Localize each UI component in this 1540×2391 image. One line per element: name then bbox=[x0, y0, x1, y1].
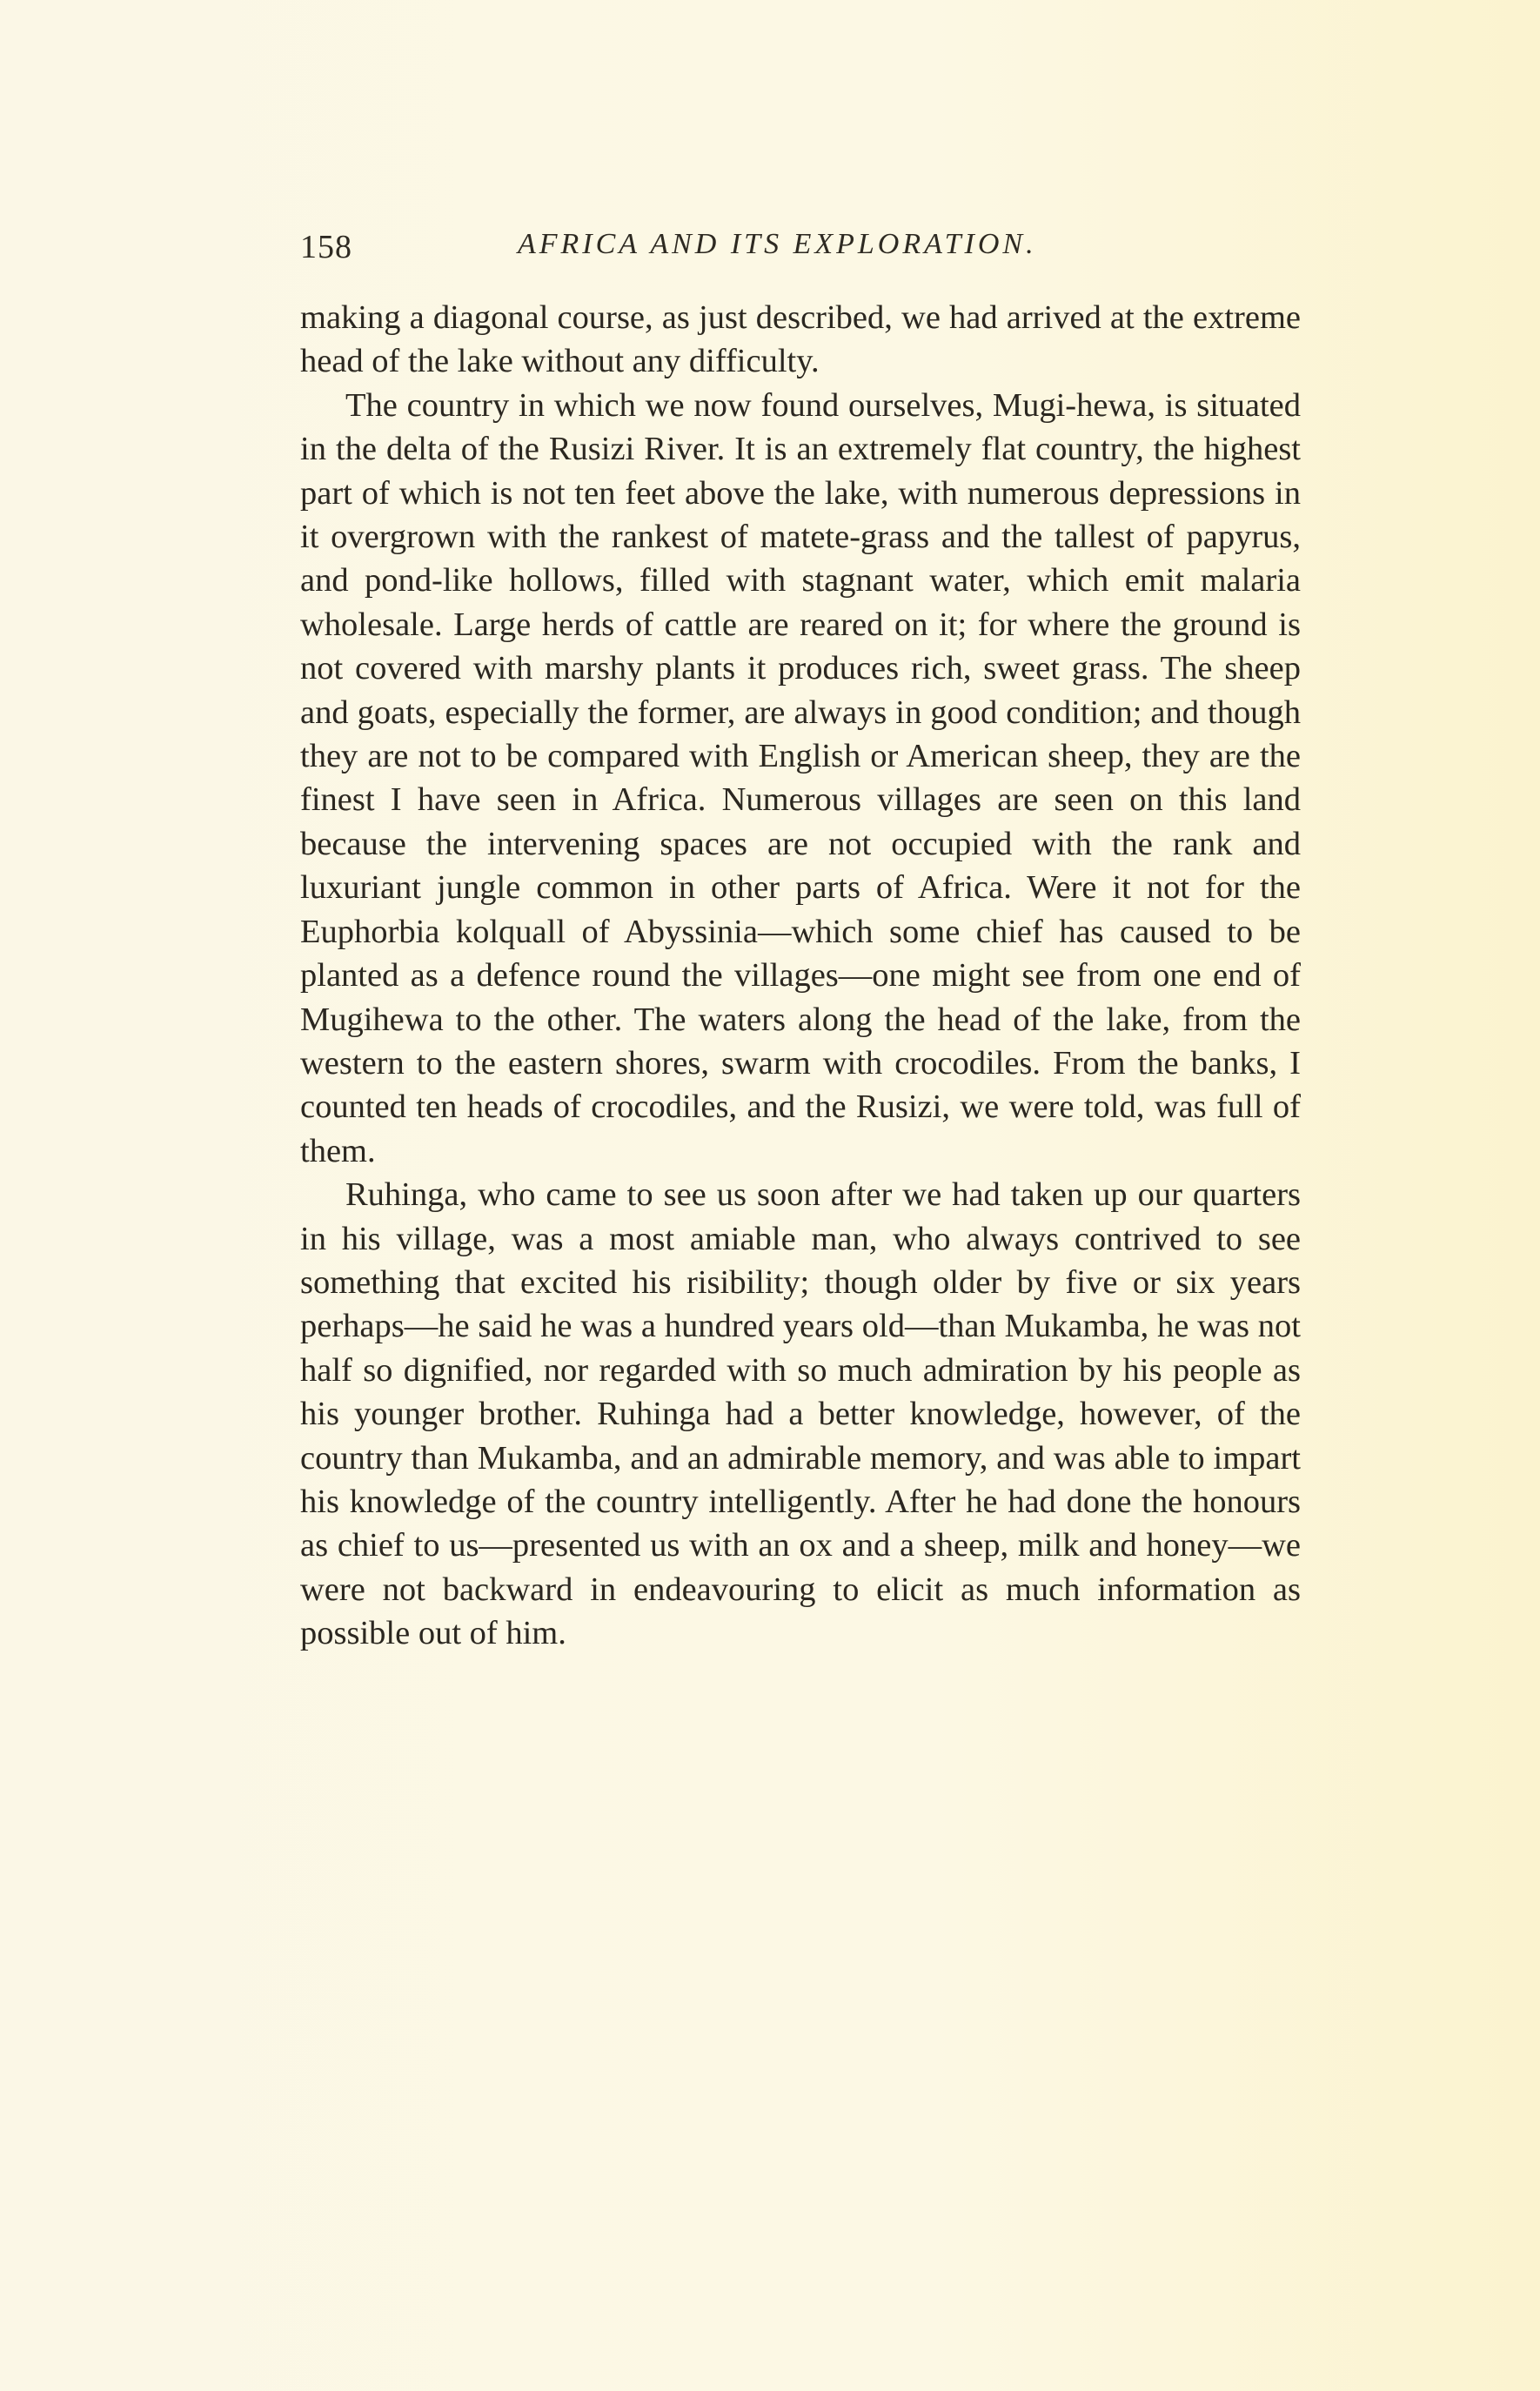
body-text bbox=[300, 296, 1301, 1656]
page-header bbox=[300, 228, 1301, 280]
page-number: 158 bbox=[300, 229, 352, 265]
paragraph-ruhinga: Ruhinga, who came to see us soon after we had taken up our quarters in his village, was a most amiable man, who always contrived to see something that excited his risibility; though older by five or six years perhaps—he said he was a hundred years old—than Mukamba, he was not half so dignified, nor regarded with so much admiration by his people as his younger brother. Ruhinga had a better knowledge, however, of the country than Mukamba, and an admirable memory, and was able to impart his knowledge of the country intelligently. After he had done the honours as chief to us—presented us with an ox and a sheep, milk and honey—we were not backward in endeavouring to elicit as much information as possible out of him. bbox=[300, 1176, 1301, 1652]
paragraph-continuation: making a diagonal course, as just described, we had arrived at the extreme head of the lake without any difficulty. bbox=[300, 299, 1301, 380]
paragraph-mugihewa: The country in which we now found ourselves, Mugi-hewa, is situated in the delta of the Rusizi River. It is an extremely flat country, the highest part of which is not ten feet above the lake, with numerous depressions in it overgrown with the rankest of matete-grass and the tallest of papyrus, and pond-like hollows, filled with stagnant water, which emit malaria wholesale. Large herds of cattle are reared on it; for where the ground is not covered with marshy plants it produces rich, sweet grass. The sheep and goats, especially the former, are always in good condition; and though they are not to be compared with English or American sheep, they are the finest I have seen in Africa. Numerous villages are seen on this land because the intervening spaces are not occupied with the rank and luxuriant jungle common in other parts of Africa. Were it not for the Euphorbia kolquall of Abyssinia—which some chief has caused to be planted as a defence round the villages—one might see from one end of Mugihewa to the other. The waters along the head of the lake, from the western to the eastern shores, swarm with crocodiles. From the banks, I counted ten heads of crocodiles, and the Rusizi, we were told, was full of them. bbox=[300, 386, 1301, 1169]
running-title: AFRICA AND ITS EXPLORATION. bbox=[518, 228, 1037, 260]
